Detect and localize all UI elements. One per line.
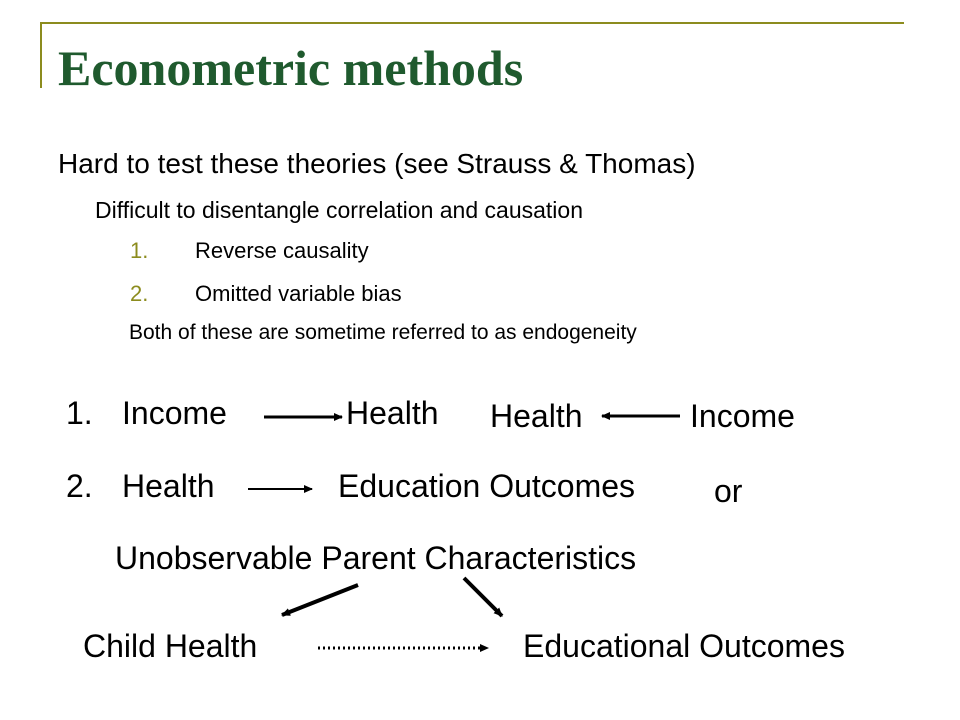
example-2-education-outcomes: Education Outcomes — [338, 468, 636, 504]
example-2-number: 2. — [66, 468, 93, 504]
arrow-parent-to-child-health — [282, 585, 358, 615]
bullet-sub: Difficult to disentangle correlation and causation — [95, 197, 583, 223]
arrow-parent-to-educational-outcomes — [464, 578, 502, 616]
slide-title: Econometric methods — [58, 40, 524, 96]
child-health-label: Child Health — [83, 628, 258, 664]
example-1-number: 1. — [66, 395, 93, 431]
example-1-alt-health: Health — [490, 398, 583, 434]
bullet-main: Hard to test these theories (see Strauss & Thomas) — [58, 148, 696, 179]
numbered-item-reverse-causality: Reverse causality — [195, 238, 369, 263]
example-1-health: Health — [346, 395, 439, 431]
educational-outcomes-label: Educational Outcomes — [523, 628, 845, 664]
example-2-or: or — [714, 473, 743, 509]
numbered-marker-2: 2. — [130, 281, 149, 306]
numbered-item-omitted-variable-bias: Omitted variable bias — [195, 281, 402, 306]
example-1-alt-income: Income — [690, 398, 795, 434]
example-1-income: Income — [122, 395, 227, 431]
endogeneity-note: Both of these are sometime referred to as endogeneity — [129, 321, 637, 344]
numbered-marker-1: 1. — [130, 238, 149, 263]
example-2-health: Health — [122, 468, 215, 504]
confounder-label: Unobservable Parent Characteristics — [115, 540, 637, 576]
